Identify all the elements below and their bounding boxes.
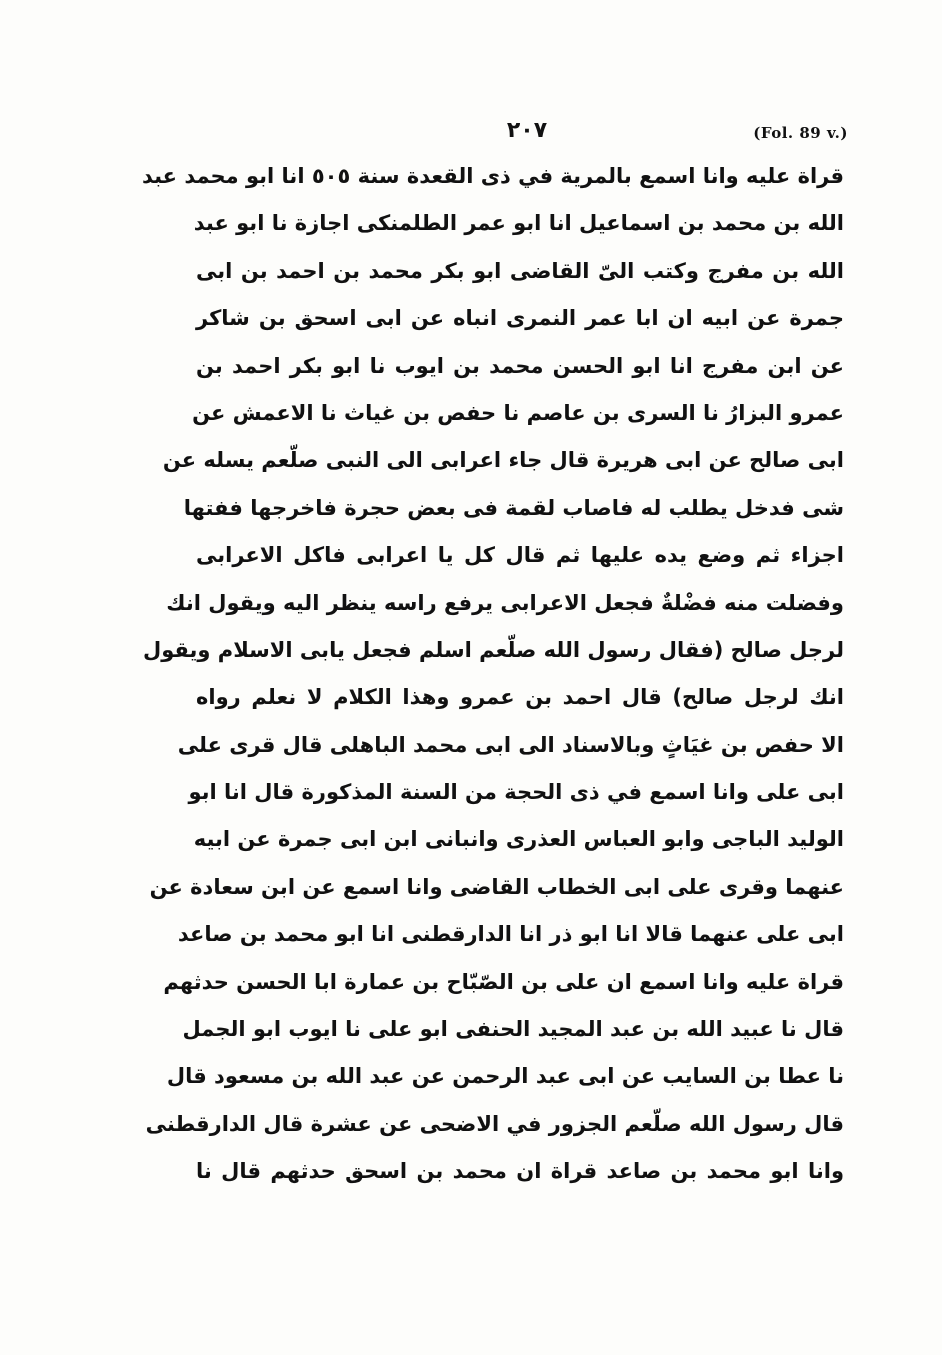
body-text [141, 153, 844, 1196]
page-number: ٢٠٧ [506, 118, 548, 143]
text-line: لرجل صالح (فقال رسول الله صلّعم اسلم فجعل يابى الاسلام ويقول [143, 637, 844, 662]
text-line: جمرة عن ابيه ان ابا عمر النمرى انباه عن ابى اسحق بن شاكر [196, 306, 844, 331]
text-line: قال رسول الله صلّعم الجزور في الاضحى عن عشرة قال الدارقطنى [145, 1111, 844, 1136]
text-line: عنهما وقرى على ابى الخطاب القاضى وانا اسمع عن ابن سعادة عن [149, 874, 844, 899]
text-line: وفضلت منه فضْلةٌ فجعل الاعرابى يرفع راسه ينظر اليه ويقول انك [166, 590, 844, 615]
text-line: قراة عليه وانا اسمع ان على بن الصّبّاح بن عمارة ابا الحسن حدثهم [163, 969, 844, 994]
text-line: نا عطا بن السايب عن ابى عبد الرحمن عن عبد الله بن مسعود قال [166, 1064, 844, 1089]
text-line: وانا ابو محمد بن صاعد قراة ان محمد بن اسحق حدثهم قال نا [196, 1159, 844, 1184]
folio-reference: (Fol. 89 v.) [753, 124, 848, 142]
text-line: الا حفص بن غيَاثٍ وبالاسناد الى ابى محمد الباهلى قال قرى على [177, 732, 844, 757]
text-line: الوليد الباجى وابو العباس العذرى وانبانى ابن ابى جمرة عن ابيه [193, 827, 844, 852]
text-line: ابى صالح عن ابى هريرة قال جاء اعرابى الى النبى صلّعم يسله عن [162, 448, 844, 473]
text-line: اجزاء ثم وضع يده عليها ثم قال كل يا اعرابى فاكل الاعرابى [196, 543, 844, 568]
text-line: قال نا عبيد الله بن عبد المجيد الحنفى ابو على نا ايوب ابو الجمل [182, 1017, 844, 1042]
text-line: قراة عليه وانا اسمع بالمرية في ذى القعدة سنة ٥٠٥ انا ابو محمد عبد [141, 164, 844, 188]
text-line: عمرو البزارُ نا السرى بن عاصم نا حفص بن غياث نا الاعمش عن [192, 400, 844, 425]
text-line: الله بن محمد بن اسماعيل انا ابو عمر الطلمنكى اجازة نا ابو عبد [193, 211, 844, 236]
text-line: انك لرجل صالح) قال احمد بن عمرو وهذا الكلام لا نعلم رواه [196, 685, 844, 710]
text-line: ابى على عنهما قالا انا ابو ذر انا الدارقطنى انا ابو محمد بن صاعد [177, 922, 844, 947]
text-line: ابى على وانا اسمع في ذى الحجة من السنة المذكورة قال انا ابو [188, 780, 844, 805]
text-line: عن ابن مفرج انا ابو الحسن محمد بن ايوب نا ابو بكر احمد بن [196, 353, 844, 378]
text-line: الله بن مفرج وكتب الىّ القاضى ابو بكر محمد بن احمد بن ابى [196, 258, 844, 283]
text-line: شى فدخل يطلب له فاصاب لقمة فى بعض حجرة فاخرجها ففتها [183, 495, 844, 520]
